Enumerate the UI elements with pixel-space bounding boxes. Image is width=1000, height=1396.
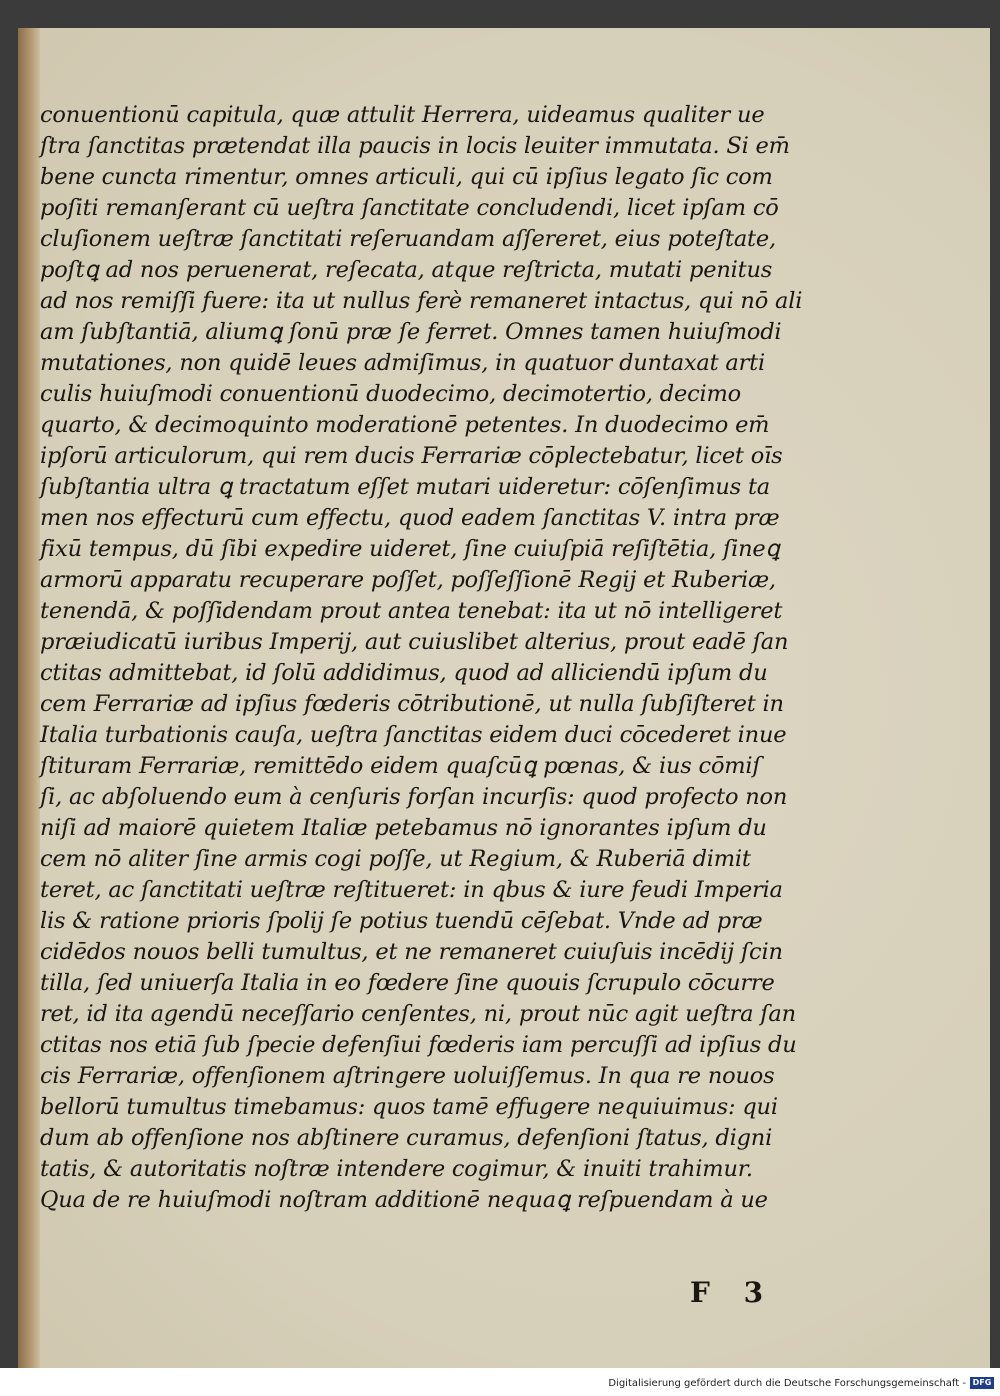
funding-credit: Digitalisierung gefördert durch die Deutsche Forschungsgemeinschaft - (608, 1378, 966, 1389)
text-line: ſtra ſanctitas prætendat illa paucis in locis leuiter immutata. Si em̄ (40, 133, 790, 159)
text-line: ctitas admittebat, id ſolū addidimus, quod ad alliciendū ipſum du (40, 660, 768, 686)
text-line: cis Ferrariæ, offenſionem aſtringere uoluiſſemus. In qua re nouos (40, 1063, 775, 1089)
text-line: quarto, & decimoquinto moderationē petentes. In duodecimo em̄ (40, 412, 770, 438)
text-line: Qua de re huiuſmodi noſtram additionē nequaꝗ reſpuendam à ue (40, 1187, 768, 1213)
text-line: bene cuncta rimentur, omnes articuli, qui cū ipſius legato ſic com (40, 164, 773, 190)
page-binding-edge (18, 28, 40, 1368)
text-line: ſtituram Ferrariæ, remittēdo eidem quaſcūꝗ pœnas, & ius cōmiſ (40, 753, 761, 779)
text-line: ctitas nos etiā ſub ſpecie defenſiui fœderis iam percuſſi ad ipſius du (40, 1032, 797, 1058)
signature-mark: F 3 (690, 1276, 776, 1309)
text-line: ipſorū articulorum, qui rem ducis Ferrariæ cōplectebatur, licet oīs (40, 443, 783, 469)
body-text (40, 100, 848, 1216)
text-line: bellorū tumultus timebamus: quos tamē effugere nequiuimus: qui (40, 1094, 778, 1120)
text-line: conuentionū capitula, quæ attulit Herrera, uideamus qualiter ue (40, 102, 765, 128)
text-line: teret, ac ſanctitati ueſtræ reſtitueret: in qbus & iure feudi Imperia (40, 877, 783, 903)
text-line: mutationes, non quidē leues admiſimus, in quatuor duntaxat arti (40, 350, 766, 376)
text-line: cidēdos nouos belli tumultus, et ne remaneret cuiuſuis incēdij ſcin (40, 939, 783, 965)
text-line: fixū tempus, dū ſibi expedire uideret, ſine cuiuſpiā reſiſtētia, ſineꝗ (40, 536, 780, 562)
text-line: cem nō aliter ſine armis cogi poſſe, ut Regium, & Ruberiā dimit (40, 846, 751, 872)
digitization-footer (0, 1368, 1000, 1396)
text-line: ſubſtantia ultra ꝗ tractatum eſſet mutari uideretur: cōſenſimus ta (40, 474, 771, 500)
text-line: ſi, ac abſoluendo eum à cenſuris forſan incurſis: quod profecto non (40, 784, 788, 810)
text-line: tatis, & autoritatis noſtræ intendere cogimur, & inuiti trahimur. (40, 1156, 753, 1182)
text-line: cem Ferrariæ ad ipſius fœderis cōtributionē, ut nulla ſubſiſteret in (40, 691, 784, 717)
text-line: am ſubſtantiā, aliumꝗ ſonū præ ſe ferret. Omnes tamen huiuſmodi (40, 319, 782, 345)
text-line: armorū apparatu recuperare poſſet, poſſeſſionē Regij et Ruberiæ, (40, 567, 776, 593)
text-line: niſi ad maiorē quietem Italiæ petebamus nō ignorantes ipſum du (40, 815, 767, 841)
text-line: ad nos remiſſi fuere: ita ut nullus ferè remaneret intactus, qui nō ali (40, 288, 803, 314)
text-line: Italia turbationis cauſa, ueſtra ſanctitas eidem duci cōcederet inue (40, 722, 787, 748)
text-line: tenendā, & poſſidendam prout antea tenebat: ita ut nō intelligeret (40, 598, 783, 624)
dfg-logo: DFG (970, 1377, 994, 1389)
text-line: culis huiuſmodi conuentionū duodecimo, decimotertio, decimo (40, 381, 742, 407)
text-line: tilla, ſed uniuerſa Italia in eo fœdere ſine quouis ſcrupulo cōcurre (40, 970, 775, 996)
text-line: cluſionem ueſtræ ſanctitati reſeruandam aſſereret, eius poteſtate, (40, 226, 776, 252)
text-line: poſtꝗ ad nos peruenerat, reſecata, atque reſtricta, mutati penitus (40, 257, 773, 283)
text-line: poſiti remanſerant cū ueſtra ſanctitate concludendi, licet ipſam cō (40, 195, 779, 221)
text-line: præiudicatū iuribus Imperij, aut cuiuslibet alterius, prout eadē ſan (40, 629, 789, 655)
text-line: dum ab offenſione nos abſtinere curamus, defenſioni ſtatus, digni (40, 1125, 773, 1151)
book-page (18, 28, 990, 1368)
text-line: men nos effecturū cum effectu, quod eadem ſanctitas V. intra præ (40, 505, 780, 531)
text-line: ret, id ita agendū neceſſario cenſentes, ni, prout nūc agit ueſtra ſan (40, 1001, 796, 1027)
text-line: lis & ratione prioris ſpolij ſe potius tuendū cēſebat. Vnde ad præ (40, 908, 763, 934)
